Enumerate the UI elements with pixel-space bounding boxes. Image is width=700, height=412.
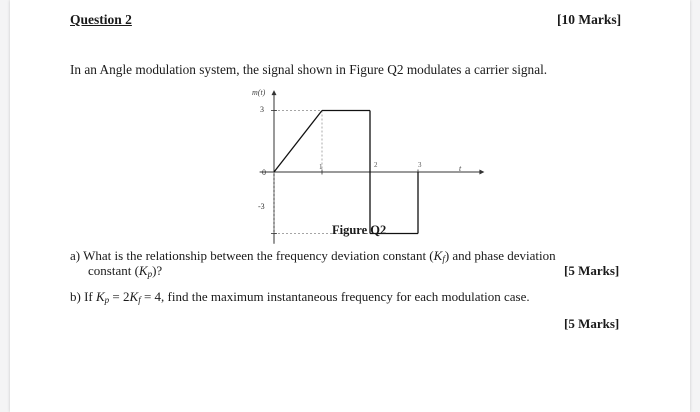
y-tick-3: 3 [260, 105, 264, 114]
figure-q2-plot [238, 85, 468, 215]
total-marks: [10 Marks] [557, 12, 622, 27]
question-title: Question 2 [70, 12, 132, 27]
part-a-middle: ) and phase deviation [444, 248, 556, 263]
part-b-suffix: , find the maximum instantaneous frequency for each modulation case. [161, 289, 530, 304]
y-axis-arrow [272, 90, 277, 95]
x-axis-arrow [479, 170, 484, 175]
part-a-marks: [5 Marks] [564, 263, 620, 278]
signal-segment-1 [274, 111, 322, 173]
x-tick-3: 3 [418, 161, 422, 169]
x-tick-2: 2 [374, 161, 378, 169]
part-a-line2-start: constant ( [88, 263, 139, 278]
part-a-prefix: a) What is the relationship between the frequency deviation constant ( [70, 248, 434, 263]
kf-symbol: K [433, 248, 443, 263]
kf-symbol-b: K [129, 289, 139, 304]
x-axis-label: t [459, 164, 462, 173]
question-sheet [10, 0, 690, 412]
kf-subscript-b: f [138, 295, 141, 305]
x-tick-1: 1 [319, 163, 323, 171]
y-tick-0: 0 [262, 168, 266, 177]
part-b-marks: [5 Marks] [564, 316, 620, 331]
kp-symbol-b: K [96, 289, 105, 304]
kf-subscript: f [442, 254, 445, 264]
part-b-eq1: = 2 [109, 289, 130, 304]
question-intro: In an Angle modulation system, the signal shown in Figure Q2 modulates a carrier signal. [70, 62, 548, 77]
plot-axes [260, 90, 485, 244]
part-a-line-2 [88, 263, 162, 279]
kp-symbol: K [138, 263, 148, 278]
y-axis-label: m(t) [252, 88, 266, 97]
part-b-prefix: b) If [70, 289, 96, 304]
part-a-line-1 [70, 248, 556, 264]
kp-subscript: p [147, 269, 153, 279]
part-a-line2-end: )? [152, 263, 163, 278]
part-b-eq2: = 4 [140, 289, 162, 304]
kp-subscript-b: p [104, 295, 110, 305]
part-b-text [70, 289, 530, 305]
figure-caption: Figure Q2 [332, 223, 387, 237]
y-tick-minus-3: -3 [258, 202, 265, 211]
